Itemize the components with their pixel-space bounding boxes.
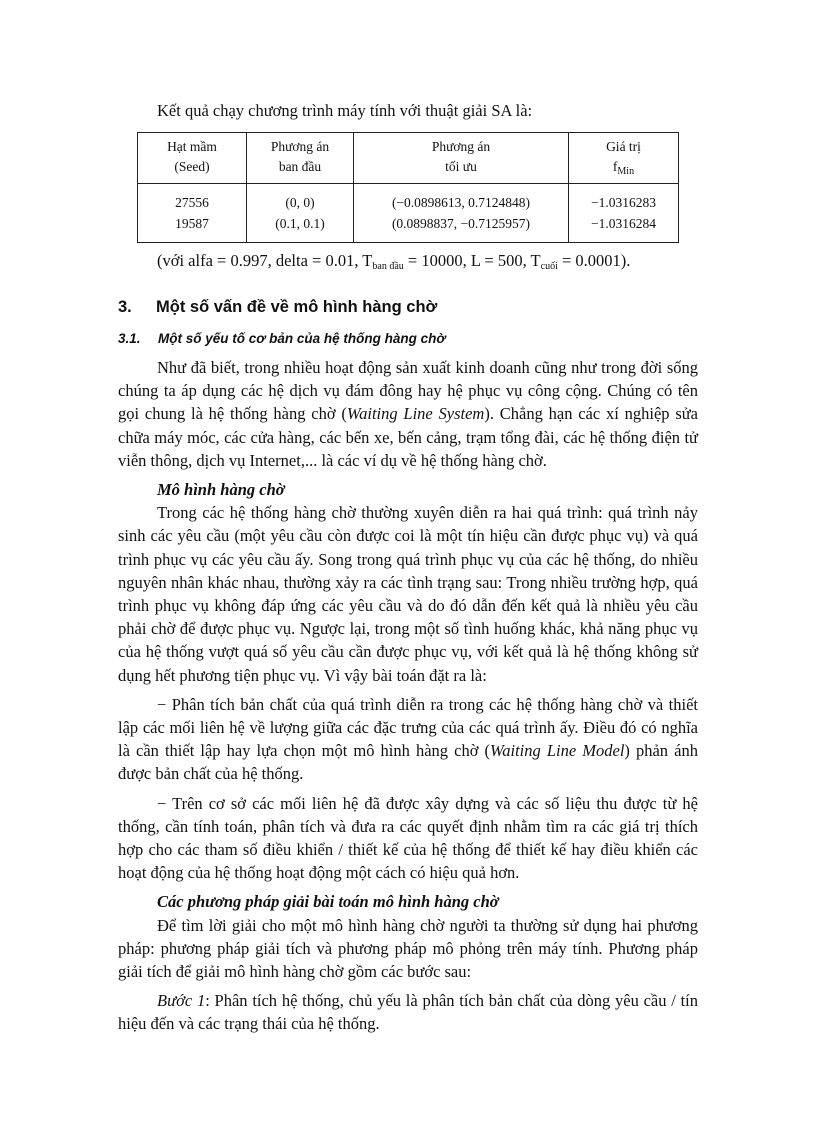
section-3-number: 3.: [118, 298, 132, 316]
parameters-caption: [157, 251, 630, 272]
optimal-value: (−0.0898613, 0.7124848): [391, 195, 531, 210]
initial-value: (0.1, 0.1): [275, 216, 325, 231]
para3-italic: Waiting Line Model: [490, 741, 625, 761]
section-3-1-number: 3.1.: [118, 331, 141, 346]
caption-part3: = 0.0001).: [557, 251, 631, 270]
header-fmin-subscript: Min: [617, 166, 635, 177]
para1-text: Như đã biết, trong nhiều hoạt động sản xuất kinh doanh cũng như trong đời sống chúng ta áp dụng các hệ dịch vụ đám đông hay hệ phục vụ công cộng. Chúng có tên gọi chung là hệ thống hàng chờ (: [118, 358, 698, 424]
body-text: [118, 356, 698, 1036]
intro-line: Kết quả chạy chương trình máy tính với thuật giải SA là:: [157, 101, 533, 120]
para1-text-end: ). Chẳng hạn các xí nghiệp sửa chữa máy móc, các cửa hàng, các bến xe, bến cảng, trạm tổng đài, các hệ thống điện tử viễn thông, dịch vụ Internet,... là các ví dụ về hệ thống hàng chờ.: [118, 404, 699, 470]
header-seed: [138, 133, 247, 184]
fmin-cell: [569, 184, 679, 243]
optimal-value: (0.0898837, −0.7125957): [391, 216, 531, 231]
paragraph-step-1: [118, 989, 698, 1035]
paragraph-analysis: [118, 693, 698, 786]
step-1-text: : Phân tích hệ thống, chủ yếu là phân tích bản chất của dòng yêu cầu / tín hiệu đến và các trạng thái của hệ thống.: [118, 991, 698, 1034]
results-table: [137, 132, 679, 243]
paragraph-processes: Trong các hệ thống hàng chờ thường xuyên diễn ra hai quá trình: quá trình nảy sinh các yêu cầu (một yêu cầu còn được coi là một tín hiệu cần được phục vụ) và quá trình phục vụ các yêu cầu ấy. Song trong quá trình phục vụ của các hệ thống, do nhiều nguyên nhân khác nhau, thường xảy ra các tình trạng sau: Trong nhiều trường hợp, quá trình phục vụ không đáp ứng các yêu cầu và do đó dẫn đến kết quả là nhiều yêu cầu phải chờ để được phục vụ. Ngược lại, trong một số tình huống khác, khả năng phục vụ của hệ thống vượt quá số yêu cầu cần được phục vụ, với kết quả là hệ thống không sử dụng hết phương tiện phục vụ. Vì vậy bài toán đặt ra là:: [118, 503, 698, 685]
initial-value: (0, 0): [285, 195, 315, 210]
caption-part2: = 10000, L = 500, T: [403, 251, 541, 270]
header-fmin-symbol: f: [612, 159, 618, 174]
section-3-1-heading: [118, 331, 445, 346]
seed-cell: [138, 184, 247, 243]
table-header-row: [138, 133, 679, 184]
header-fmin-line1: Giá trị: [606, 139, 641, 154]
caption-sub2: cuối: [540, 261, 558, 272]
paragraph-methods: Để tìm lời giải cho một mô hình hàng chờ người ta thường sử dụng hai phương pháp: phương pháp giải tích và phương pháp mô phỏng trên máy tính. Phương pháp giải tích để giải mô hình hàng chờ gồm các bước sau:: [118, 915, 698, 982]
initial-cell: [247, 184, 354, 243]
paragraph-intro-queue: [118, 356, 698, 472]
header-optimal: [354, 133, 569, 184]
para3-text: − Phân tích bản chất của quá trình diễn ra trong các hệ thống hàng chờ và thiết lập các mối liên hệ về lượng giữa các đặc trưng của các quá trình ấy. Điều đó có nghĩa là cần thiết lập hay lựa chọn một mô hình hàng chờ (: [118, 694, 698, 761]
seed-value: 27556: [175, 195, 209, 210]
caption-part1: (với alfa = 0.997, delta = 0.01, T: [157, 251, 373, 270]
header-seed-line1: Hạt mầm: [167, 139, 217, 154]
fmin-value: −1.0316283: [591, 195, 656, 210]
paragraph-decisions: − Trên cơ sở các mối liên hệ đã được xây dựng và các số liệu thu được từ hệ thống, cần tính toán, phân tích và đưa ra các quyết định nhằm tìm ra các giá trị thích hợp cho các tham số điều khiển / thiết kế của hệ thống để thiết kế hay điều khiển các hoạt động của hệ thống hoạt động một cách có hiệu quả hơn.: [118, 793, 698, 883]
subheading-model: Mô hình hàng chờ: [157, 480, 285, 500]
caption-sub1: ban đầu: [372, 261, 404, 272]
optimal-cell: [354, 184, 569, 243]
para3-text-end: ) phản ánh được bản chất của hệ thống.: [118, 741, 698, 784]
section-3-1-title: Một số yếu tố cơ bản của hệ thống hàng chờ: [158, 331, 446, 346]
header-initial-line2: ban đầu: [278, 159, 322, 174]
fmin-value: −1.0316284: [591, 216, 656, 231]
subheading-methods: Các phương pháp giải bài toán mô hình hàng chờ: [157, 892, 499, 912]
header-optimal-line2: tối ưu: [445, 159, 477, 174]
table-row: [138, 184, 679, 243]
section-3-heading: [118, 298, 437, 317]
step-1-label: Bước 1: [157, 991, 206, 1011]
section-3-title: Một số vấn đề về mô hình hàng chờ: [156, 298, 438, 316]
seed-value: 19587: [175, 216, 209, 231]
header-seed-line2: (Seed): [174, 159, 210, 174]
header-fmin: [569, 133, 679, 184]
header-initial-line1: Phương án: [270, 139, 330, 154]
header-optimal-line1: Phương án: [431, 139, 491, 154]
header-initial: [247, 133, 354, 184]
para1-italic: Waiting Line System: [346, 404, 485, 424]
